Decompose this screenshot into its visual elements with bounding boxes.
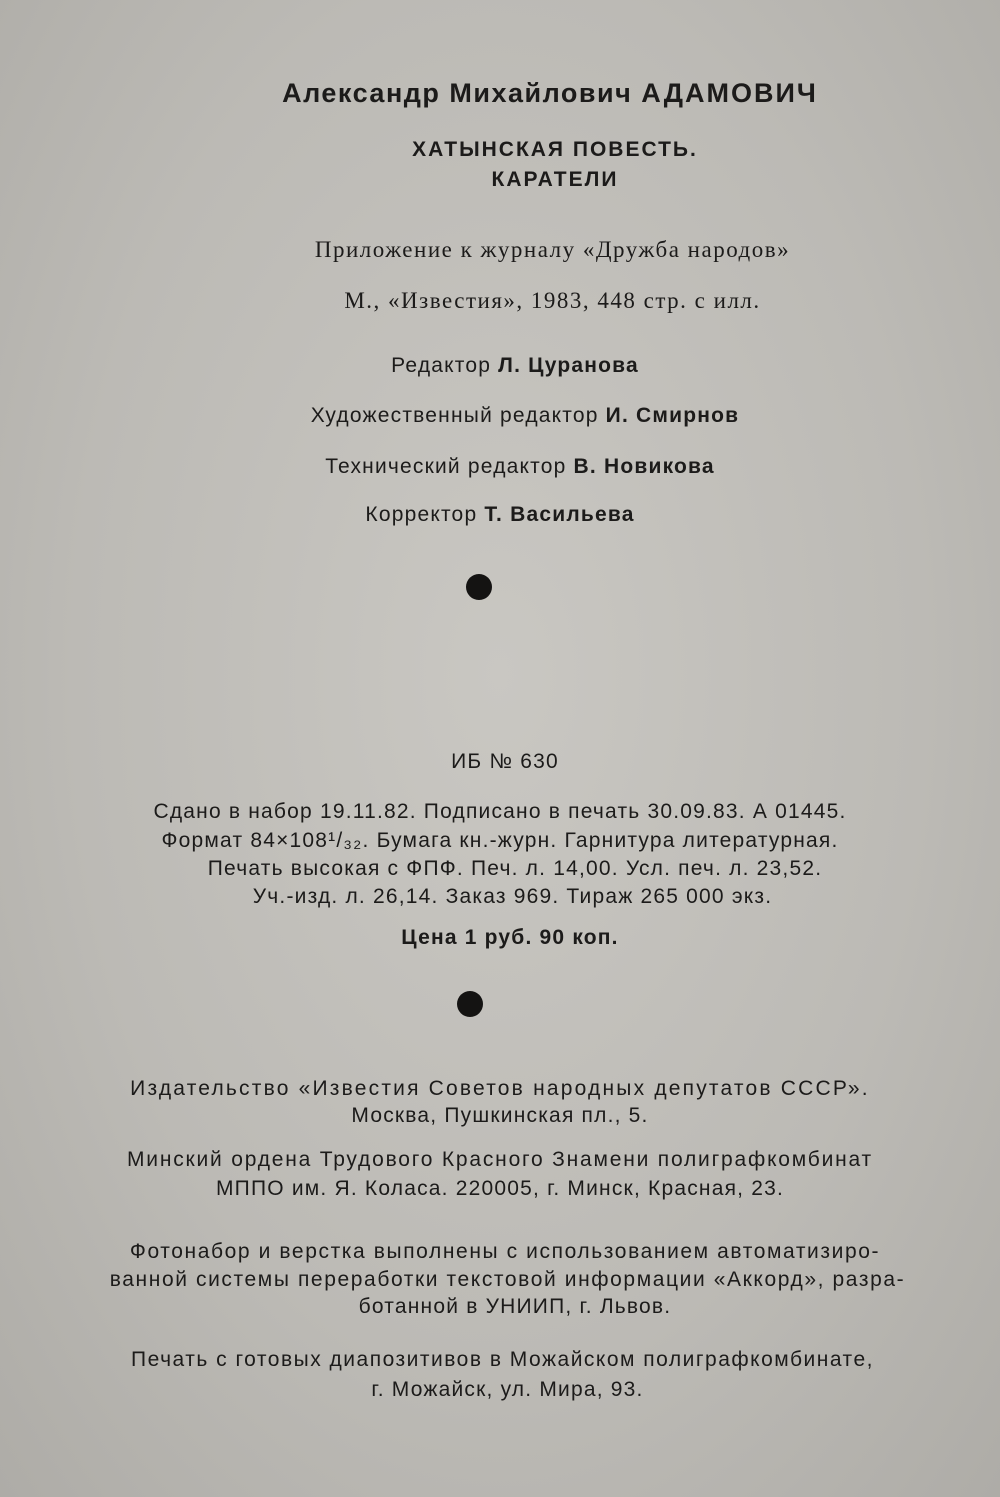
credit-name: Т. Васильева xyxy=(484,503,635,526)
credit-role: Редактор xyxy=(391,354,492,377)
book-title-2: КАРАТЕЛИ xyxy=(491,168,619,191)
typesetting-line: ванной системы переработки текстовой информации «Аккорд», разра- xyxy=(109,1268,906,1291)
book-title-1: ХАТЫНСКАЯ ПОВЕСТЬ. xyxy=(412,138,698,161)
ib-number: ИБ № 630 xyxy=(451,750,559,773)
typesetting-line: ботанной в УНИИП, г. Львов. xyxy=(358,1295,672,1318)
supplement-note: Приложение к журналу «Дружба народов» xyxy=(314,237,791,262)
credit-tech-editor xyxy=(0,455,1000,479)
final-print-address: г. Можайск, ул. Мира, 93. xyxy=(371,1378,644,1401)
publisher-address: Москва, Пушкинская пл., 5. xyxy=(351,1104,649,1127)
credit-name: Л. Цуранова xyxy=(498,354,639,377)
credit-proofreader xyxy=(0,503,1000,527)
credit-art-editor xyxy=(0,404,1000,428)
credit-name: В. Новикова xyxy=(573,455,715,478)
technical-line: Печать высокая с ФПФ. Печ. л. 14,00. Усл. печ. л. 23,52. xyxy=(207,857,823,880)
author-line xyxy=(0,78,1000,109)
credit-role: Корректор xyxy=(365,503,478,526)
printer-address: МППО им. Я. Коласа. 220005, г. Минск, Красная, 23. xyxy=(215,1177,785,1200)
author-surname: АДАМОВИЧ xyxy=(641,78,818,108)
price: Цена 1 руб. 90 коп. xyxy=(401,926,619,949)
credit-name: И. Смирнов xyxy=(605,404,740,427)
printer-line: Минский ордена Трудового Красного Знамени полиграфкомбинат xyxy=(127,1148,873,1171)
credit-role: Художественный редактор xyxy=(310,404,599,427)
credit-role: Технический редактор xyxy=(325,455,567,478)
imprint-line: М., «Известия», 1983, 448 стр. с илл. xyxy=(344,288,761,313)
technical-line: Формат 84×108¹/₃₂. Бумага кн.-журн. Гарнитура литературная. xyxy=(161,829,839,852)
credit-editor xyxy=(0,354,1000,378)
bullet-divider-icon xyxy=(457,991,483,1017)
technical-line: Сдано в набор 19.11.82. Подписано в печать 30.09.83. А 01445. xyxy=(153,800,847,823)
typesetting-line: Фотонабор и верстка выполнены с использованием автоматизиро- xyxy=(129,1240,881,1263)
technical-line: Уч.-изд. л. 26,14. Заказ 969. Тираж 265 000 экз. xyxy=(252,885,773,908)
author-given-names: Александр Михайлович xyxy=(282,78,633,108)
bullet-divider-icon xyxy=(466,574,492,600)
publisher-line: Издательство «Известия Советов народных депутатов СССР». xyxy=(130,1077,870,1100)
final-print-line: Печать с готовых диапозитивов в Можайском полиграфкомбинате, xyxy=(131,1348,874,1371)
